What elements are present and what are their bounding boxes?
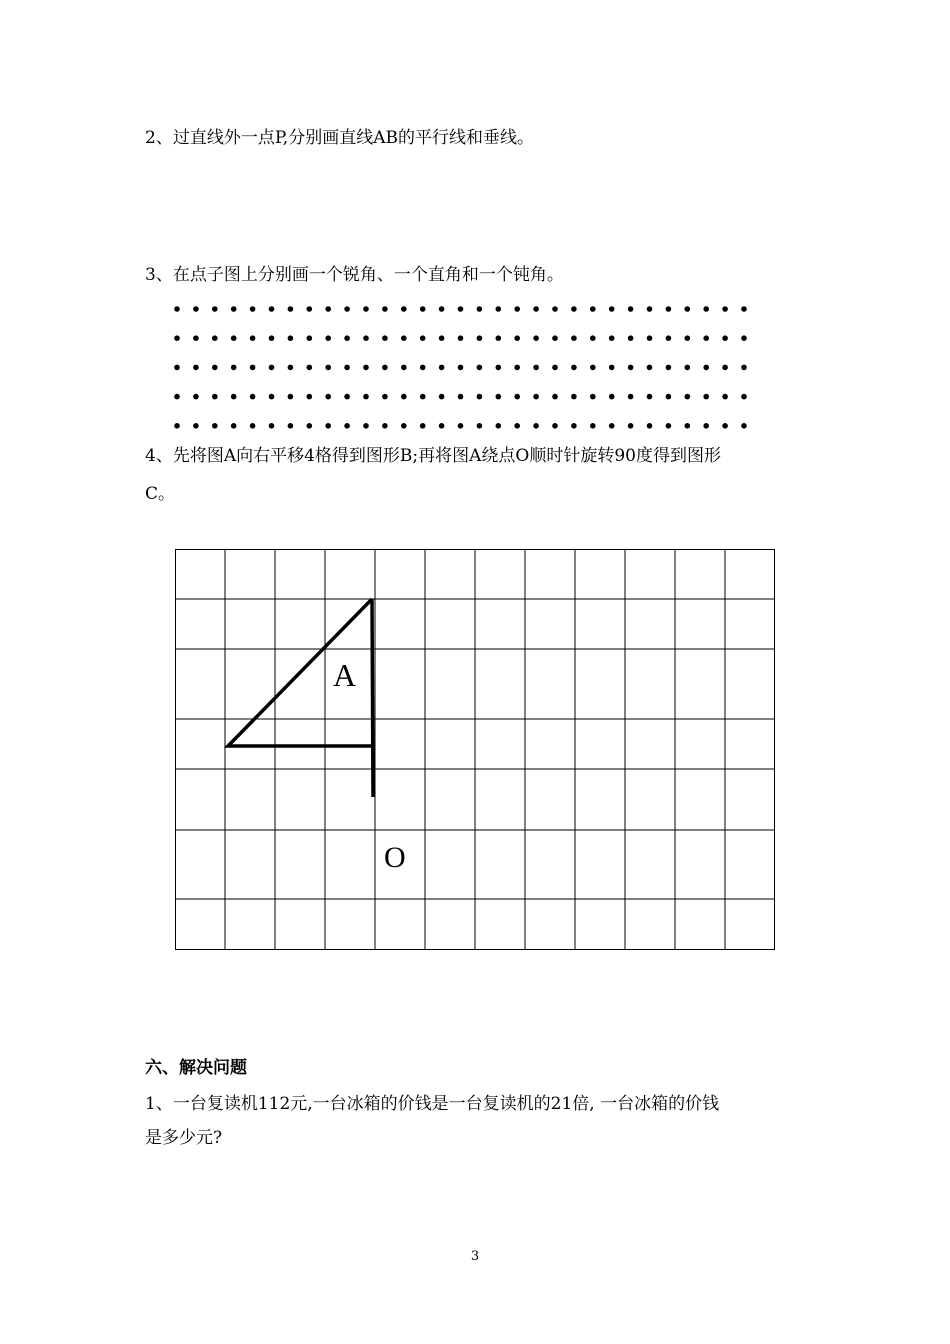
translation-rotation-grid	[175, 549, 775, 950]
grid-dot	[590, 335, 596, 341]
grid-dot	[212, 306, 218, 312]
grid-dot	[666, 335, 672, 341]
grid-dot	[571, 306, 577, 312]
grid-dot	[647, 394, 653, 400]
grid-dot	[420, 423, 426, 429]
grid-dot	[439, 365, 445, 371]
figure-a-label: A	[333, 657, 357, 693]
grid-dot	[458, 394, 464, 400]
grid-dot	[382, 365, 388, 371]
grid-dot	[307, 365, 313, 371]
grid-dot	[514, 365, 520, 371]
grid-dot	[741, 365, 747, 371]
grid-dot	[231, 394, 237, 400]
grid-dot	[193, 306, 199, 312]
question-3: 3、在点子图上分别画一个锐角、一个直角和一个钝角。	[145, 265, 564, 285]
grid-dot	[363, 365, 369, 371]
grid-dot	[703, 394, 709, 400]
question-2: 2、过直线外一点P,分别画直线AB的平行线和垂线。	[145, 128, 534, 148]
grid-dot	[666, 394, 672, 400]
grid-dot	[363, 306, 369, 312]
grid-dot	[269, 306, 275, 312]
question-4-line-2: C。	[145, 484, 176, 504]
grid-dot	[458, 365, 464, 371]
grid-dot	[685, 365, 691, 371]
grid-dot	[288, 335, 294, 341]
grid-dot	[250, 365, 256, 371]
grid-dot	[307, 423, 313, 429]
section-6-question-1-line-2: 是多少元?	[145, 1128, 223, 1148]
grid-dot	[590, 423, 596, 429]
grid-dot	[496, 306, 502, 312]
grid-dot	[533, 365, 539, 371]
grid-dot	[439, 306, 445, 312]
grid-dot	[269, 423, 275, 429]
grid-dot	[363, 423, 369, 429]
grid-dot	[533, 335, 539, 341]
grid-dot	[514, 423, 520, 429]
grid-dot	[458, 423, 464, 429]
section-6-question-1-line-1: 1、一台复读机112元,一台冰箱的价钱是一台复读机的21倍, 一台冰箱的价钱	[145, 1094, 720, 1114]
grid-dot	[628, 394, 634, 400]
grid-dot	[231, 335, 237, 341]
grid-dot	[628, 306, 634, 312]
grid-dot	[382, 306, 388, 312]
grid-dot	[212, 423, 218, 429]
grid-dot	[741, 394, 747, 400]
grid-dot	[269, 365, 275, 371]
grid-dot	[458, 306, 464, 312]
grid-dot	[496, 365, 502, 371]
point-o-label: O	[384, 841, 406, 874]
grid-dot	[250, 423, 256, 429]
grid-dot	[307, 306, 313, 312]
grid-dot	[269, 335, 275, 341]
grid-dot	[420, 306, 426, 312]
grid-dot	[382, 423, 388, 429]
grid-dot	[344, 394, 350, 400]
grid-dot	[288, 394, 294, 400]
grid-dot	[496, 394, 502, 400]
grid-dot	[685, 306, 691, 312]
grid-dot	[174, 335, 180, 341]
grid-dot	[514, 306, 520, 312]
grid-dot	[685, 423, 691, 429]
grid-dot	[325, 423, 331, 429]
grid-dot	[325, 306, 331, 312]
grid-dot	[741, 423, 747, 429]
grid-dot	[401, 306, 407, 312]
grid-dot	[363, 394, 369, 400]
grid-dot	[212, 335, 218, 341]
grid-dot	[212, 365, 218, 371]
grid-dot	[439, 394, 445, 400]
grid-dot	[288, 423, 294, 429]
grid-dot	[514, 394, 520, 400]
grid-dot	[231, 365, 237, 371]
grid-dot	[174, 423, 180, 429]
grid-dot	[741, 335, 747, 341]
grid-dot	[609, 394, 615, 400]
grid-lines	[175, 549, 775, 950]
grid-dot	[703, 306, 709, 312]
grid-dot	[420, 394, 426, 400]
grid-dot	[590, 306, 596, 312]
grid-dot	[666, 423, 672, 429]
grid-dot	[344, 306, 350, 312]
grid-dot	[382, 335, 388, 341]
grid-dot	[307, 394, 313, 400]
grid-dot	[307, 335, 313, 341]
grid-dot	[647, 335, 653, 341]
grid-dot	[439, 335, 445, 341]
grid-dot	[193, 423, 199, 429]
grid-dot	[552, 423, 558, 429]
grid-dot	[533, 306, 539, 312]
grid-dot	[703, 423, 709, 429]
grid-dot	[496, 335, 502, 341]
grid-dot	[609, 423, 615, 429]
page-number: 3	[470, 1249, 480, 1264]
grid-dot	[212, 394, 218, 400]
grid-dot	[628, 423, 634, 429]
grid-dot	[288, 365, 294, 371]
grid-dot	[193, 394, 199, 400]
grid-dot	[231, 423, 237, 429]
grid-dot	[628, 335, 634, 341]
grid-dot	[288, 306, 294, 312]
dot-grid	[172, 300, 752, 435]
grid-dot	[533, 423, 539, 429]
grid-dot	[571, 423, 577, 429]
grid-dot	[722, 365, 728, 371]
grid-dot	[571, 365, 577, 371]
grid-dot	[741, 306, 747, 312]
grid-dot	[552, 394, 558, 400]
section-6-heading: 六、解决问题	[145, 1058, 247, 1078]
grid-dot	[571, 335, 577, 341]
grid-dot	[344, 423, 350, 429]
grid-dot	[628, 365, 634, 371]
grid-dot	[496, 423, 502, 429]
grid-dot	[609, 335, 615, 341]
grid-dot	[722, 335, 728, 341]
grid-dot	[666, 365, 672, 371]
grid-dot	[477, 335, 483, 341]
grid-dot	[382, 394, 388, 400]
grid-dot	[344, 335, 350, 341]
grid-dot	[344, 365, 350, 371]
grid-dot	[703, 335, 709, 341]
grid-dot	[533, 394, 539, 400]
grid-dot	[439, 423, 445, 429]
question-4-line-1: 4、先将图A向右平移4格得到图形B;再将图A绕点O顺时针旋转90度得到图形	[145, 446, 721, 466]
grid-dot	[552, 365, 558, 371]
grid-dot	[420, 335, 426, 341]
grid-dot	[193, 335, 199, 341]
grid-dot	[590, 394, 596, 400]
grid-dot	[571, 394, 577, 400]
grid-dot	[420, 365, 426, 371]
figure-a-vertical-edge	[372, 599, 373, 797]
grid-dot	[703, 365, 709, 371]
grid-dot	[269, 394, 275, 400]
grid-dot	[514, 335, 520, 341]
grid-dot	[174, 365, 180, 371]
grid-dot	[552, 306, 558, 312]
grid-dot	[174, 394, 180, 400]
grid-dot	[722, 423, 728, 429]
grid-dot	[590, 365, 596, 371]
grid-dot	[250, 306, 256, 312]
grid-dot	[609, 365, 615, 371]
grid-dot	[477, 306, 483, 312]
grid-dot	[685, 335, 691, 341]
grid-dot	[174, 306, 180, 312]
grid-dot	[647, 365, 653, 371]
grid-dot	[401, 365, 407, 371]
grid-dot	[666, 306, 672, 312]
grid-dot	[401, 335, 407, 341]
grid-dot	[325, 335, 331, 341]
grid-dot	[401, 394, 407, 400]
grid-dot	[477, 394, 483, 400]
grid-dot	[647, 423, 653, 429]
grid-dot	[363, 335, 369, 341]
grid-dot	[193, 365, 199, 371]
grid-dot	[325, 394, 331, 400]
grid-dot	[401, 423, 407, 429]
grid-dot	[552, 335, 558, 341]
grid-dot	[722, 394, 728, 400]
grid-dot	[609, 306, 615, 312]
grid-dot	[325, 365, 331, 371]
grid-dot	[477, 423, 483, 429]
grid-dot	[250, 335, 256, 341]
grid-dot	[685, 394, 691, 400]
grid-dot	[250, 394, 256, 400]
grid-dot	[231, 306, 237, 312]
grid-dot	[647, 306, 653, 312]
grid-dot	[722, 306, 728, 312]
grid-dot	[477, 365, 483, 371]
grid-dot	[458, 335, 464, 341]
